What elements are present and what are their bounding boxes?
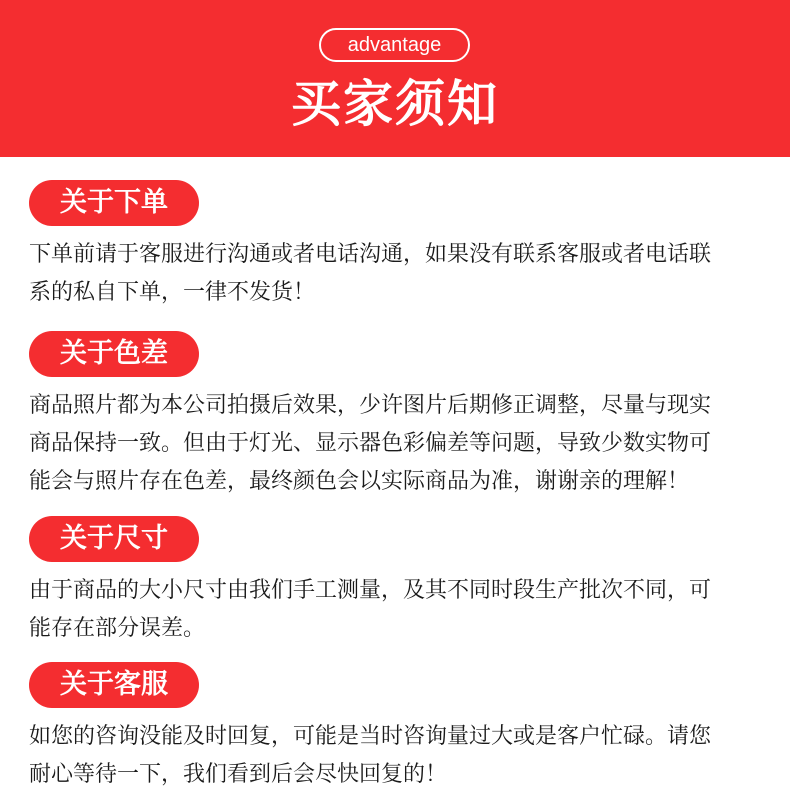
section-tag-customer-service: 关于客服 [29,662,199,708]
text-line: 系的私自下单，一律不发货！ [29,280,316,305]
section-text-ordering [29,236,769,312]
text-line: 如您的咨询没能及时回复，可能是当时咨询量过大或是客户忙碌。请您 [29,724,712,749]
section-text-size [29,572,769,648]
section-tag-ordering: 关于下单 [29,180,199,226]
text-line: 能会与照片存在色差，最终颜色会以实际商品为准，谢谢亲的理解！ [29,469,690,494]
text-line: 能存在部分误差。 [29,616,206,641]
section-text-color-difference [29,387,769,501]
advantage-badge: advantage [319,28,470,62]
header-banner [0,0,790,157]
text-line: 由于商品的大小尺寸由我们手工测量，及其不同时段生产批次不同，可 [29,578,712,603]
text-line: 耐心等待一下，我们看到后会尽快回复的！ [29,762,448,787]
section-tag-color-difference: 关于色差 [29,331,199,377]
page-title: 买家须知 [291,75,499,133]
section-tag-size: 关于尺寸 [29,516,199,562]
section-text-customer-service [29,718,769,794]
text-line: 商品保持一致。但由于灯光、显示器色彩偏差等问题，导致少数实物可 [29,431,712,456]
text-line: 商品照片都为本公司拍摄后效果，少许图片后期修正调整，尽量与现实 [29,393,712,418]
text-line: 下单前请于客服进行沟通或者电话沟通，如果没有联系客服或者电话联 [29,242,712,267]
